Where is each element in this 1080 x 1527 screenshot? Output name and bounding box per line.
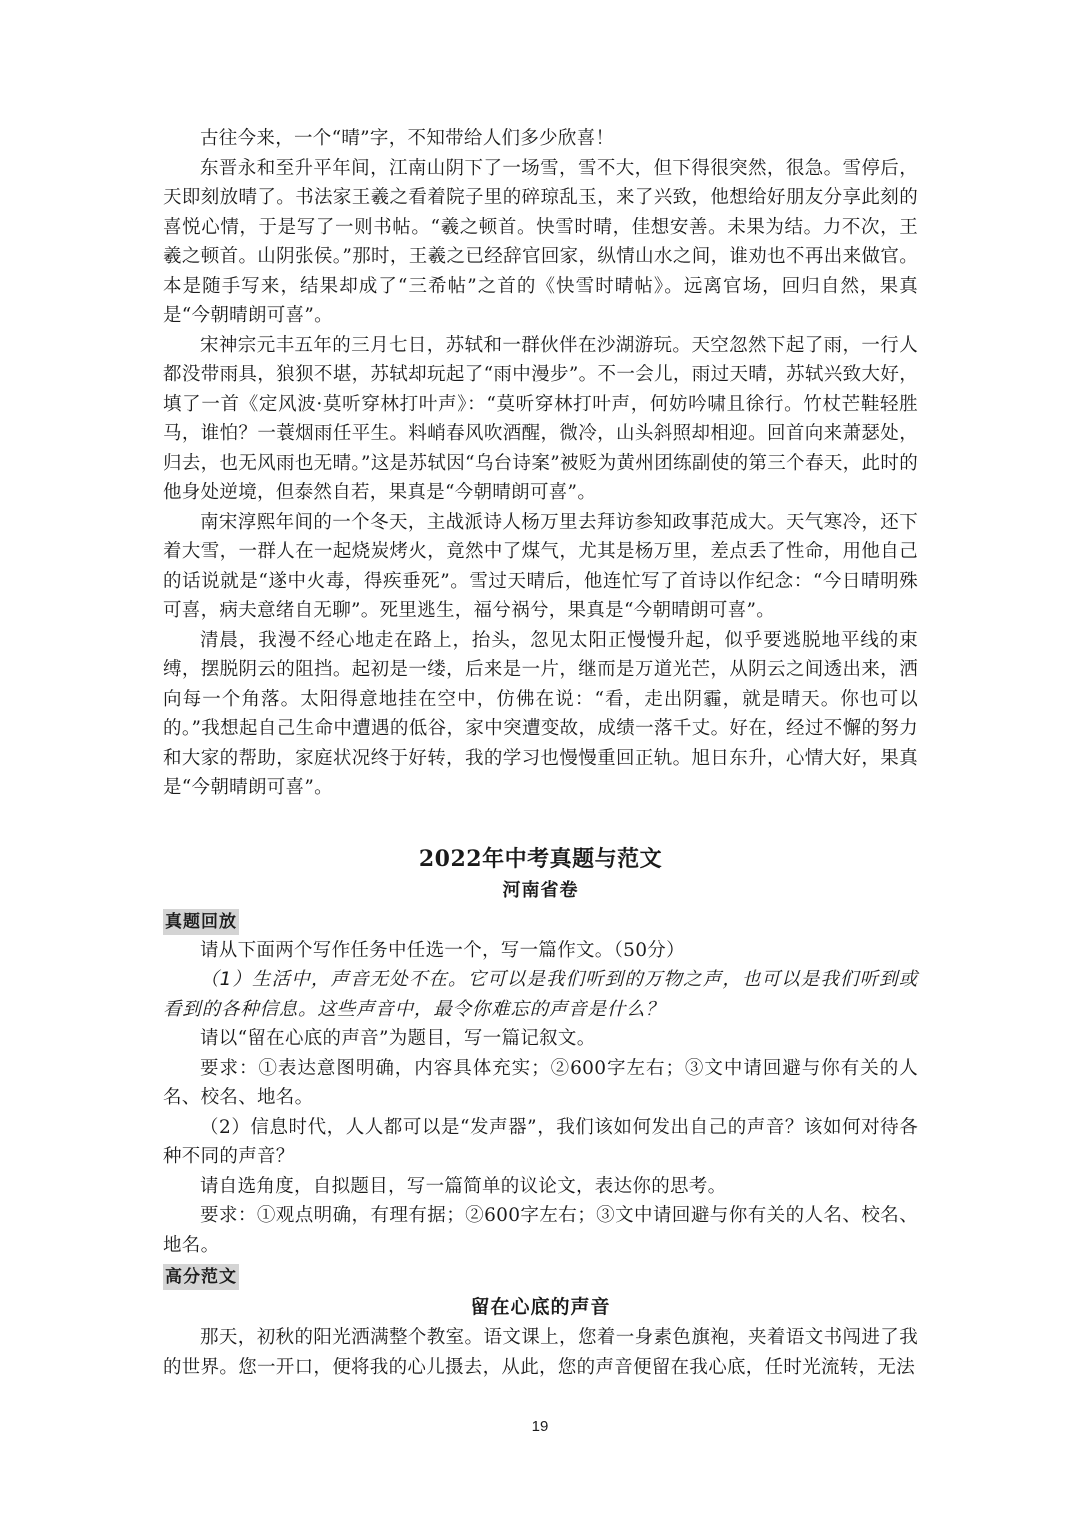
task2-requirements: 要求：①观点明确，有理有据；②600字左右；③文中请回避与你有关的人名、校名、地名。 bbox=[163, 1205, 918, 1256]
essay-paragraph: 古往今来，一个“晴”字，不知带给人们多少欣喜！ bbox=[200, 128, 615, 149]
sample-essay-title: 留在心底的声音 bbox=[470, 1296, 611, 1318]
task1-instruction: 请以“留在心底的声音”为题目，写一篇记叙文。 bbox=[200, 1028, 596, 1049]
sample-essay-paragraph: 那天，初秋的阳光洒满整个教室。语文课上，您着一身素色旗袍，夹着语文书闯进了我的世界。您一开口，便将我的心儿摄去，从此，您的声音便留在我心底，任时光流转，无法 bbox=[163, 1327, 918, 1378]
prompt-tag: 真题回放 bbox=[163, 909, 239, 935]
task1-text: （1）生活中，声音无处不在。它可以是我们听到的万物之声，也可以是我们听到或看到的各种信息。这些声音中，最令你难忘的声音是什么？ bbox=[163, 969, 918, 1020]
page-number: 19 bbox=[531, 1418, 549, 1435]
section-title: 2022年中考真题与范文 bbox=[418, 845, 663, 872]
page-content bbox=[163, 124, 918, 1382]
task2-text: （2）信息时代，人人都可以是“发声器”，我们该如何发出自己的声音？该如何对待各种不同的声音？ bbox=[163, 1116, 918, 1167]
task1-requirements: 要求：①表达意图明确，内容具体充实；②600字左右；③文中请回避与你有关的人名、校名、地名。 bbox=[163, 1057, 918, 1108]
essay-paragraph: 东晋永和至升平年间，江南山阴下了一场雪，雪不大，但下得很突然，很急。雪停后，天即刻放晴了。书法家王羲之看着院子里的碎琼乱玉，来了兴致，他想给好朋友分享此刻的喜悦心情，于是写了一则书帖。“羲之顿首。快雪时晴，佳想安善。未果为结。力不次，王羲之顿首。山阴张侯。”那时，王羲之已经辞官回家，纵情山水之间，谁劝也不再出来做官。本是随手写来，结果却成了“三希帖”之首的《快雪时晴帖》。远离官场，回归自然，果真是“今朝晴朗可喜”。 bbox=[163, 157, 918, 326]
task2-instruction: 请自选角度，自拟题目，写一篇简单的议论文，表达你的思考。 bbox=[200, 1175, 727, 1197]
essay-paragraph: 清晨，我漫不经心地走在路上，抬头，忽见太阳正慢慢升起，似乎要逃脱地平线的束缚，摆脱阴云的阻挡。起初是一缕，后来是一片，继而是万道光芒，从阴云之间透出来，洒向每一个角落。太阳得意地挂在空中，仿佛在说：“看，走出阴霾，就是晴天。你也可以的。”我想起自己生命中遭遇的低谷，家中突遭变故，成绩一落千丈。好在，经过不懈的努力和大家的帮助，家庭状况终于好转，我的学习也慢慢重回正轨。旭日东升，心情大好，果真是“今朝晴朗可喜”。 bbox=[163, 629, 918, 798]
prompt-intro: 请从下面两个写作任务中任选一个，写一篇作文。（50分） bbox=[200, 939, 685, 961]
sample-tag: 高分范文 bbox=[163, 1264, 239, 1290]
essay-paragraph: 南宋淳熙年间的一个冬天，主战派诗人杨万里去拜访参知政事范成大。天气寒冷，还下着大雪，一群人在一起烧炭烤火，竟然中了煤气，尤其是杨万里，差点丢了性命，用他自己的话说就是“遂中火毒，得疾垂死”。雪过天晴后，他连忙写了首诗以作纪念：“今日晴明殊可喜，病夫意绪自无聊”。死里逃生，福兮祸兮，果真是“今朝晴朗可喜”。 bbox=[163, 511, 918, 621]
section-subtitle: 河南省卷 bbox=[502, 879, 579, 901]
essay-paragraph: 宋神宗元丰五年的三月七日，苏轼和一群伙伴在沙湖游玩。天空忽然下起了雨，一行人都没带雨具，狼狈不堪，苏轼却玩起了“雨中漫步”。不一会儿，雨过天晴，苏轼兴致大好，填了一首《定风波·莫听穿林打叶声》：“莫听穿林打叶声，何妨吟啸且徐行。竹杖芒鞋轻胜马，谁怕？一蓑烟雨任平生。料峭春风吹酒醒，微冷，山头斜照却相迎。回首向来萧瑟处，归去，也无风雨也无晴。”这是苏轼因“乌台诗案”被贬为黄州团练副使的第三个春天，此时的他身处逆境，但泰然自若，果真是“今朝晴朗可喜”。 bbox=[163, 334, 918, 503]
